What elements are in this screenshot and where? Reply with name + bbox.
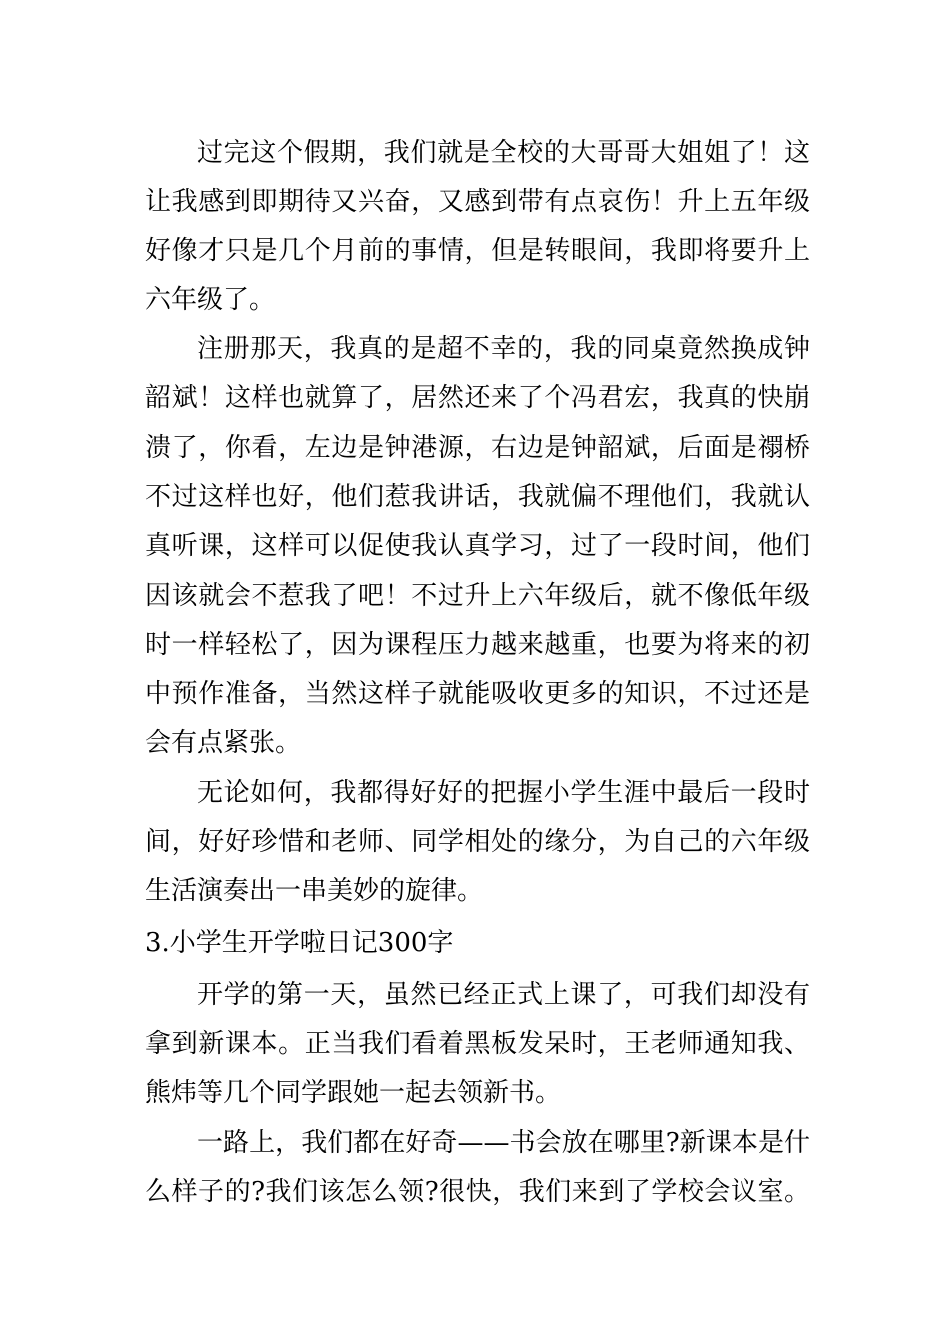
paragraph-2-line-9: 会有点紧张。	[145, 728, 302, 758]
paragraph-2-line-7: 时一样轻松了，因为课程压力越来越重，也要为将来的初	[145, 630, 810, 660]
paragraph-2-line-3: 溃了，你看，左边是钟港源，右边是钟韶斌，后面是禤桥	[145, 433, 810, 463]
paragraph-2-line-1: 注册那天，我真的是超不幸的，我的同桌竟然换成钟	[197, 334, 810, 364]
paragraph-4-line-1: 开学的第一天，虽然已经正式上课了，可我们却没有	[197, 980, 810, 1010]
paragraph-2-line-6: 因该就会不惹我了吧！不过升上六年级后，就不像低年级	[145, 581, 810, 611]
paragraph-4-line-2: 拿到新课本。正当我们看着黑板发呆时，王老师通知我、	[145, 1029, 810, 1059]
paragraph-2-line-5: 真听课，这样可以促使我认真学习，过了一段时间，他们	[145, 531, 810, 561]
paragraph-3-line-3: 生活演奏出一串美妙的旋律。	[145, 876, 484, 906]
paragraph-1-line-4: 六年级了。	[145, 285, 276, 315]
paragraph-5-line-2: 么样子的?我们该怎么领?很快，我们来到了学校会议室。	[145, 1177, 810, 1207]
paragraph-1-line-3: 好像才只是几个月前的事情，但是转眼间，我即将要升上	[145, 236, 810, 266]
paragraph-5-line-1: 一路上，我们都在好奇——书会放在哪里?新课本是什	[197, 1128, 810, 1158]
paragraph-3-line-2: 间，好好珍惜和老师、同学相处的缘分，为自己的六年级	[145, 827, 810, 857]
paragraph-4-line-3: 熊炜等几个同学跟她一起去领新书。	[145, 1078, 562, 1108]
section-heading: 3.小学生开学啦日记300字	[145, 928, 454, 958]
paragraph-1-line-1: 过完这个假期，我们就是全校的大哥哥大姐姐了！这	[197, 138, 810, 168]
paragraph-2-line-8: 中预作准备，当然这样子就能吸收更多的知识，不过还是	[145, 679, 810, 709]
paragraph-1-line-2: 让我感到即期待又兴奋，又感到带有点哀伤！升上五年级	[145, 187, 810, 217]
paragraph-2-line-4: 不过这样也好，他们惹我讲话，我就偏不理他们，我就认	[145, 482, 810, 512]
paragraph-3-line-1: 无论如何，我都得好好的把握小学生涯中最后一段时	[197, 778, 810, 808]
paragraph-2-line-2: 韶斌！这样也就算了，居然还来了个冯君宏，我真的快崩	[145, 383, 810, 413]
